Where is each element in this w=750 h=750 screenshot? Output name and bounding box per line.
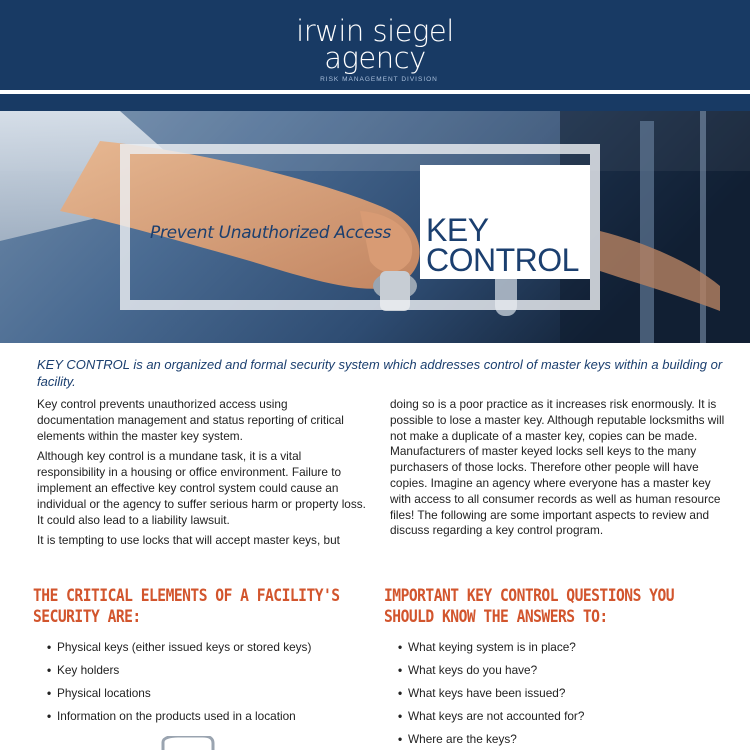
logo-division: RISK MANAGEMENT DIVISION: [320, 76, 438, 83]
paragraph: Key control prevents unauthorized access using documentation management and status reporting of critical elements within the master key system.: [37, 397, 344, 443]
bullet-icon: •: [398, 640, 403, 654]
bullet-icon: •: [398, 663, 403, 677]
bullet-icon: •: [47, 709, 52, 723]
list-item-text: Information on the products used in a location: [57, 709, 296, 723]
masthead: [0, 0, 750, 90]
questions-heading: IMPORTANT KEY CONTROL QUESTIONS YOU SHOULD KNOW THE ANSWERS TO:: [384, 586, 675, 627]
logo-line-1: irwin siegel: [296, 14, 454, 48]
bullet-icon: •: [47, 640, 52, 654]
bullet-icon: •: [47, 663, 52, 677]
paragraph: doing so is a poor practice as it increases risk enormously. It is possible to lose a master key. Although reputable locksmiths will not make a duplicate of a master key, copies can be made. Manufacturers of master keyed locks sell keys to the many purchasers of those locks. Therefore other people will have copies. Imagine an agency where everyone has a master key with access to all consumer records as well as human resource files! The following are some important aspects to review and discuss regarding a key control program.: [390, 397, 725, 538]
list-item: [47, 639, 311, 662]
questions-list: [398, 639, 584, 750]
agency-logo: [0, 14, 750, 83]
list-item: [47, 662, 311, 685]
critical-elements-heading: THE CRITICAL ELEMENTS OF A FACILITY'S SECURITY ARE:: [33, 586, 340, 627]
hero-title-line-1: KEY: [426, 212, 489, 248]
list-item-text: What keying system is in place?: [408, 640, 576, 654]
list-item-text: Physical keys (either issued keys or stored keys): [57, 640, 312, 654]
list-item-text: What keys do you have?: [408, 663, 538, 677]
list-item-text: What keys have been issued?: [408, 686, 566, 700]
hero-banner: [0, 111, 750, 343]
list-item-text: Physical locations: [57, 686, 151, 700]
intro-statement: KEY CONTROL is an organized and formal security system which addresses control of master keys within a building or facility.: [37, 357, 723, 389]
bullet-icon: •: [398, 709, 403, 723]
list-item: [47, 685, 311, 708]
bullet-icon: •: [47, 686, 52, 700]
hero-title-line-2: CONTROL: [426, 242, 579, 278]
title-box: [420, 165, 590, 279]
list-item: [398, 731, 584, 750]
bullet-icon: •: [398, 732, 403, 746]
body-column-right: [390, 397, 730, 544]
paragraph: Although key control is a mundane task, it is a vital responsibility in a housing or office environment. Failure to implement an effective key control system could cause an individual or the agency to suffer serious harm or property loss. It could also lead to a liability lawsuit.: [37, 449, 366, 527]
list-item: [47, 708, 311, 731]
header-divider-navy: [0, 94, 750, 111]
list-item-text: Where are the keys?: [408, 732, 517, 746]
critical-elements-list: [47, 639, 311, 731]
list-item: [398, 639, 584, 662]
list-item-text: What keys are not accounted for?: [408, 709, 585, 723]
list-item: [398, 708, 584, 731]
hero-tagline: Prevent Unauthorized Access: [150, 223, 391, 243]
list-item: [398, 685, 584, 708]
body-column-left: [37, 397, 367, 554]
list-item-text: Key holders: [57, 663, 120, 677]
paragraph: It is tempting to use locks that will accept master keys, but: [37, 533, 340, 548]
list-item: [398, 662, 584, 685]
logo-line-2: agency: [324, 41, 426, 75]
bullet-icon: •: [398, 686, 403, 700]
lock-illustration: [158, 736, 218, 750]
